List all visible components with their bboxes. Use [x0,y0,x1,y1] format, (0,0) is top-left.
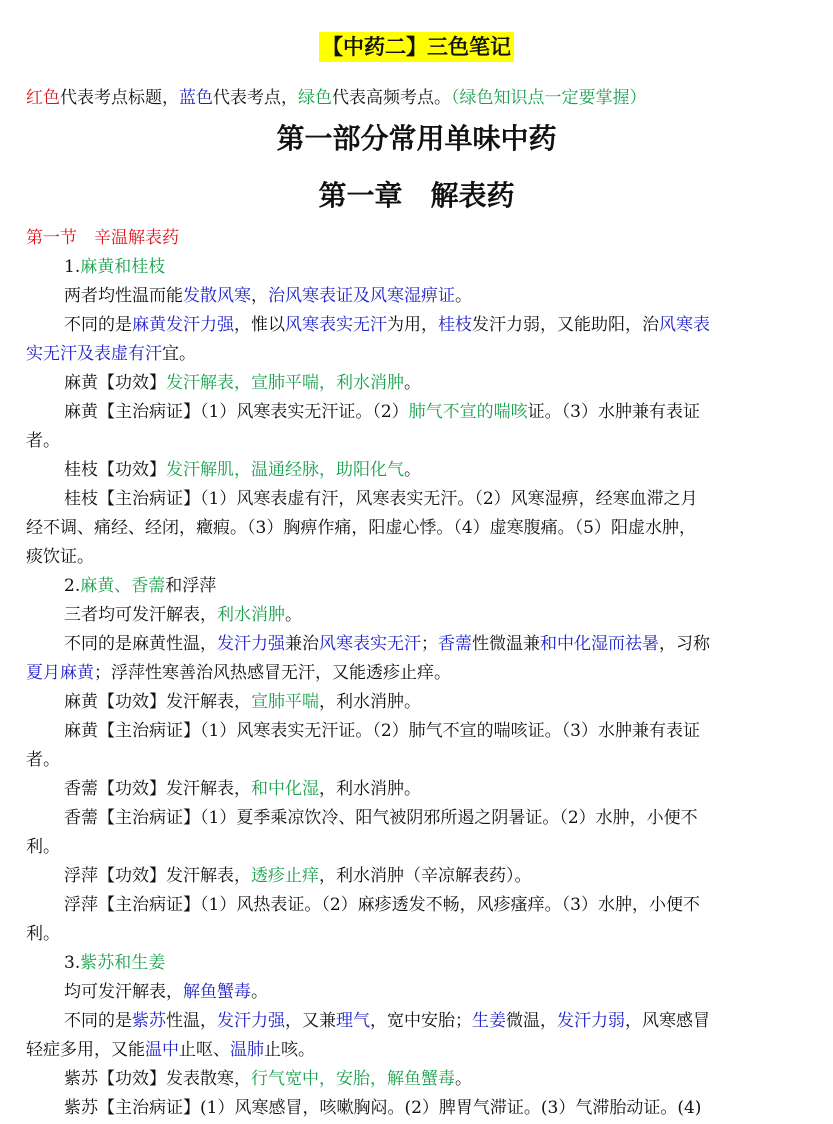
text-segment: 肺气不宣的喘咳 [408,402,528,422]
text-segment: 性温， [166,1011,217,1031]
title-area [0,32,833,62]
text-segment: 者。 [26,431,60,451]
text-segment: 。 [251,982,268,1002]
text-segment: 风寒表实无汗 [285,315,387,335]
text-segment: 透疹止痒 [251,866,319,886]
text-segment: 香薷【主治病证】（1）夏季乘凉饮冷、阳气被阴邪所遏之阴暑证。（2）水肿，小便不 [64,808,698,828]
text-segment: ，利水消肿。 [319,779,421,799]
text-segment: 风寒表 [659,315,710,335]
text-segment: 者。 [26,750,60,770]
text-segment: 桂枝 [438,315,472,335]
text-segment: 发汗力弱，又能助阳，治 [472,315,659,335]
text-segment: 香薷【功效】发汗解表， [64,779,251,799]
text-line [26,427,810,456]
text-line [26,862,810,891]
text-line [26,282,810,311]
text-line [26,543,810,572]
text-segment: 痰饮证。 [26,547,94,567]
text-segment: 宣肺平喘 [251,692,319,712]
text-segment: 桂枝【主治病证】（1）风寒表虚有汗，风寒表实无汗。（2）风寒湿痹，经寒血滞之月 [64,489,698,509]
text-segment: 香薷 [438,634,472,654]
text-segment: 麻黄和桂枝 [80,257,166,277]
text-line [26,949,810,978]
text-segment: ，风寒感冒 [625,1011,710,1031]
text-segment: 治风寒表证及风寒湿痹证 [268,286,455,306]
text-line [26,456,810,485]
part-heading: 第一部分常用单味中药 [276,122,557,155]
text-segment: 生姜 [472,1011,506,1031]
text-segment: 止咳。 [264,1040,315,1060]
text-segment: 不同的是麻黄性温， [64,634,217,654]
text-segment: 理气 [336,1011,370,1031]
text-line [26,775,810,804]
text-segment: 不同的是 [64,315,132,335]
text-line [26,717,810,746]
text-segment: 紫苏【主治病证】(1）风寒感冒，咳嗽胸闷。(2）脾胃气滞证。(3）气滞胎动证。(4) [64,1098,702,1118]
text-segment: 证。（3）水肿兼有表证 [527,402,700,422]
text-line [26,369,810,398]
text-segment: ，利水消肿（辛凉解表药）。 [319,866,532,886]
text-segment: 3. [64,953,81,973]
text-segment: 兼治 [285,634,319,654]
text-segment: 。 [285,605,302,625]
text-line [26,920,810,949]
text-segment: 1. [64,257,81,277]
text-line [26,224,810,253]
text-segment: ， [251,286,268,306]
text-segment: ，又兼 [285,1011,336,1031]
text-line [26,1094,810,1123]
text-line [26,833,810,862]
text-segment: 紫苏 [132,1011,166,1031]
text-segment: 风寒表实无汗 [319,634,421,654]
text-segment: 利。 [26,924,60,944]
text-segment: ；浮萍性寒善治风热感冒无汗，又能透疹止痒。 [94,663,451,683]
text-segment: 微温， [506,1011,557,1031]
text-segment: 和中化湿 [251,779,319,799]
text-segment: 经不调、痛经、经闭，癥瘕。（3）胸痹作痛，阳虚心悸。（4）虚寒腹痛。（5）阳虚水肿， [26,518,696,538]
text-segment: 麻黄【主治病证】（1）风寒表实无汗证。（2）肺气不宣的喘咳证。（3）水肿兼有表证 [64,721,700,741]
color-legend [26,84,647,112]
text-segment: 利水消肿 [217,605,285,625]
text-line [26,659,810,688]
page-title: 【中药二】三色笔记 [319,32,514,62]
legend-red-word: 红色 [26,88,60,108]
legend-blue-text: 代表考点， [213,88,298,108]
text-segment: 麻黄【功效】 [64,373,166,393]
text-segment: 紫苏和生姜 [80,953,166,973]
text-line [26,746,810,775]
text-segment: ，宽中安胎； [370,1011,472,1031]
text-segment: 紫苏【功效】发表散寒， [64,1069,251,1089]
text-segment: ，利水消肿。 [319,692,421,712]
text-line [26,311,810,340]
legend-green-word: 绿色 [298,88,332,108]
text-segment: 行气宽中，安胎，解鱼蟹毒 [251,1069,455,1089]
text-segment: 2. [64,576,81,596]
text-segment: 。 [404,460,421,480]
text-segment: 。 [455,286,472,306]
content-body [26,224,810,1123]
text-line [26,1007,810,1036]
text-segment: 宜。 [162,344,196,364]
text-segment: 桂枝【功效】 [64,460,166,480]
text-segment: 浮萍【功效】发汗解表， [64,866,251,886]
text-line [26,514,810,543]
text-line [26,1036,810,1065]
text-segment: 均可发汗解表， [64,982,183,1002]
text-segment: 两者均性温而能 [64,286,183,306]
text-segment: 利。 [26,837,60,857]
text-segment: 。 [404,373,421,393]
text-segment: 麻黄、香薷 [80,576,166,596]
text-segment: 性微温兼 [472,634,540,654]
text-line [26,804,810,833]
text-line [26,891,810,920]
text-segment: ，惟以 [234,315,285,335]
legend-blue-word: 蓝色 [179,88,213,108]
text-segment: 发汗解肌，温通经脉，助阳化气 [166,460,404,480]
legend-green-text: 代表高频考点。 [332,88,451,108]
text-segment: 麻黄【主治病证】（1）风寒表实无汗证。（2） [64,402,409,422]
text-line [26,688,810,717]
text-line [26,485,810,514]
legend-note: （绿色知识点一定要掌握） [451,88,647,108]
text-line [26,601,810,630]
text-line [26,572,810,601]
text-segment: 不同的是 [64,1011,132,1031]
text-segment: 和中化湿而祛暑 [540,634,659,654]
text-segment: 。 [455,1069,472,1089]
text-segment: 第一节 辛温解表药 [26,228,179,248]
chapter-heading: 第一章 解表药 [318,179,515,212]
legend-red-text: 代表考点标题， [60,88,179,108]
text-segment: 浮萍【主治病证】（1）风热表证。（2）麻疹透发不畅，风疹瘙痒。（3）水肿，小便不 [64,895,700,915]
text-segment: 夏月麻黄 [26,663,94,683]
text-line [26,1065,810,1094]
text-segment: 温中 [145,1040,179,1060]
text-line [26,398,810,427]
text-line [26,978,810,1007]
text-segment: 发汗力弱 [557,1011,625,1031]
text-segment: 轻症多用，又能 [26,1040,145,1060]
text-segment: 和浮萍 [165,576,217,596]
text-segment: 解鱼蟹毒 [183,982,251,1002]
text-segment: 三者均可发汗解表， [64,605,217,625]
text-segment: 为用， [387,315,438,335]
text-line [26,340,810,369]
text-segment: 发汗力强 [217,634,285,654]
text-segment: 止呕、 [179,1040,230,1060]
text-segment: 发汗力强 [217,1011,285,1031]
text-line [26,630,810,659]
text-line [26,253,810,282]
text-segment: 实无汗及表虚有汗 [26,344,162,364]
text-segment: 温肺 [230,1040,264,1060]
text-segment: 麻黄【功效】发汗解表， [64,692,251,712]
text-segment: 发散风寒 [183,286,251,306]
text-segment: 麻黄发汗力强 [132,315,234,335]
text-segment: ； [421,634,438,654]
text-segment: 发汗解表，宣肺平喘，利水消肿 [166,373,404,393]
text-segment: ，习称 [659,634,710,654]
